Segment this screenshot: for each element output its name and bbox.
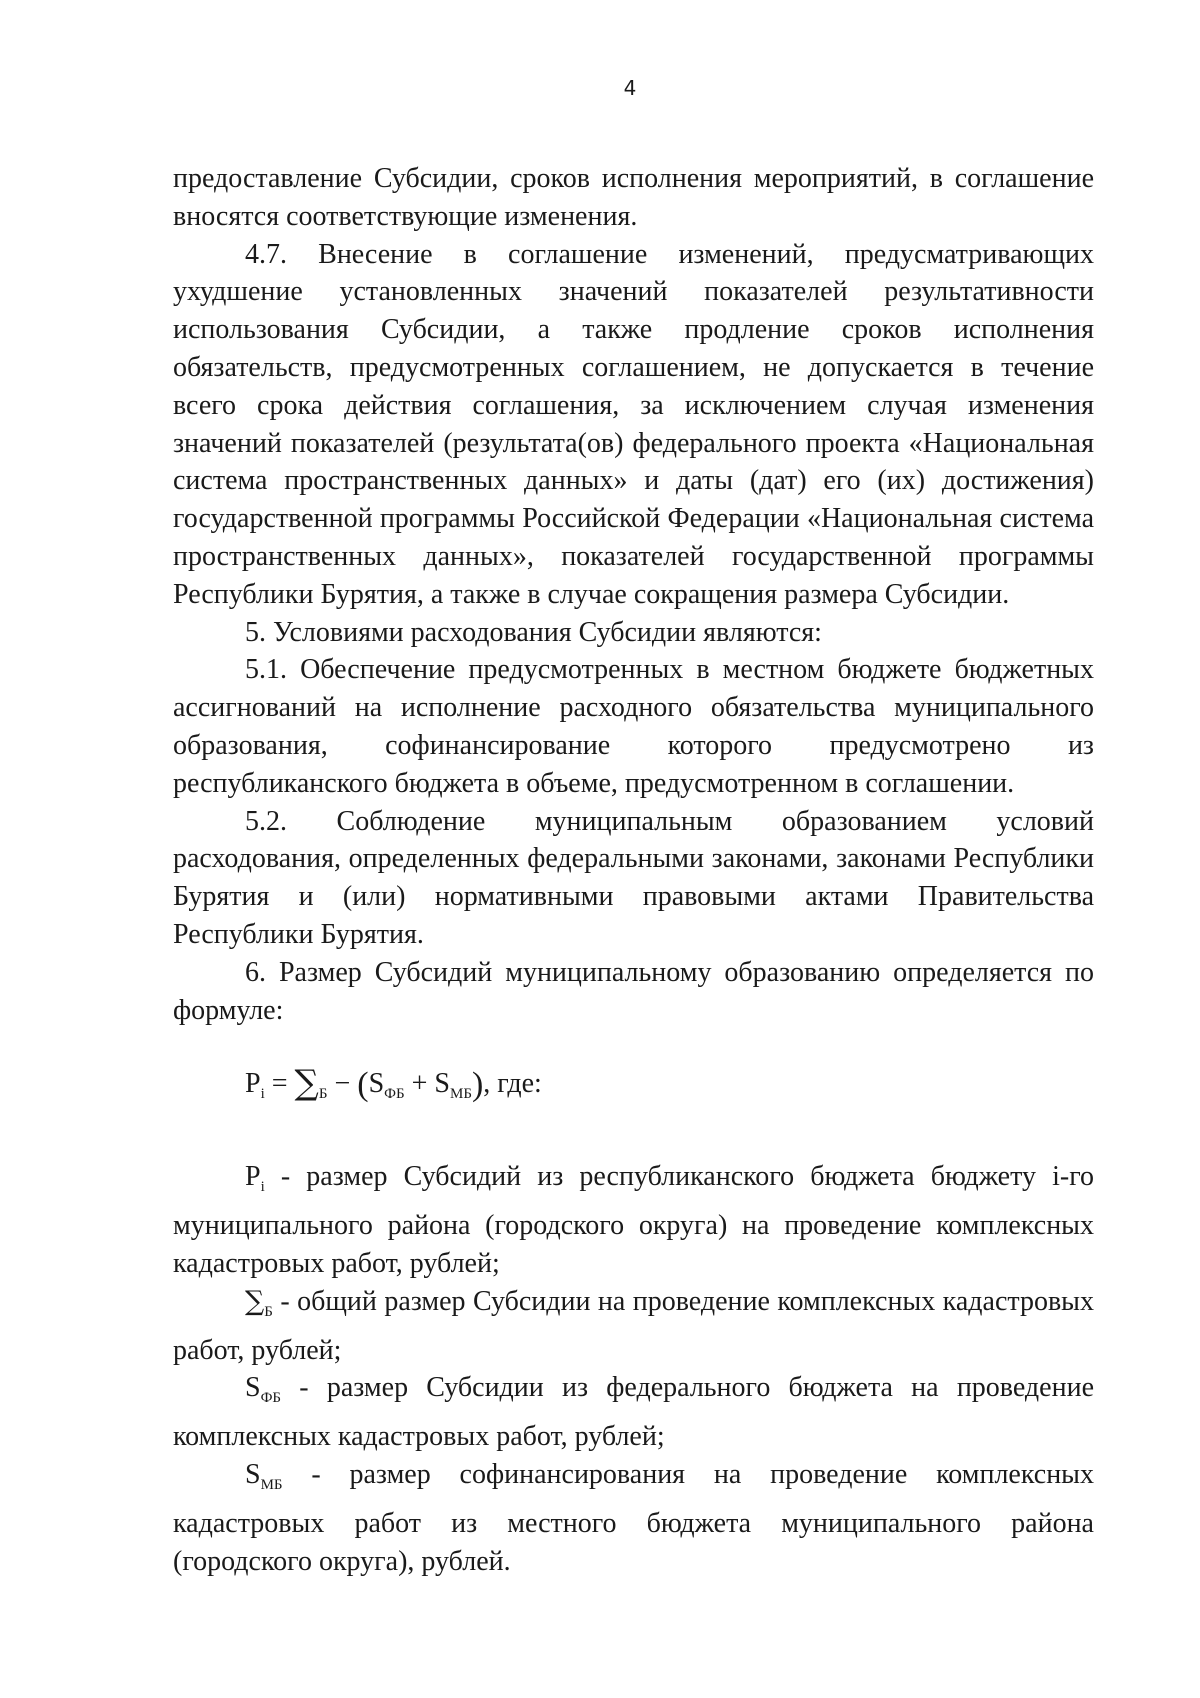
formula-sigma: ∑ xyxy=(294,1063,319,1104)
formula-open-paren: ( xyxy=(357,1066,369,1104)
definition-pi xyxy=(173,1158,1094,1282)
formula-minus: − xyxy=(327,1068,358,1100)
definition-sigma xyxy=(173,1283,1094,1370)
definition-text: - размер Субсидий из республиканского бюджета бюджету i-го муниципального района (городского округа) на проведение комплексных кадастровых работ, рублей; xyxy=(173,1161,1094,1279)
formula-sigma-sub: Б xyxy=(318,1086,328,1103)
definition-symbol: $S_{МБ}$ xyxy=(245,1458,283,1493)
definition-symbol: $S_{ФБ}$ xyxy=(245,1372,282,1407)
formula-lhs: P xyxy=(245,1068,261,1100)
formula-plus: + xyxy=(404,1068,435,1100)
paragraph-5-2: 5.2. Соблюдение муниципальным образованием условий расходования, определенных федеральными законами, законами Республики Бурятия и (или) нормативными правовыми актами Правительства Республики Бурятия. xyxy=(173,805,1094,950)
formula-tail: , где: xyxy=(483,1068,542,1100)
definition-symbol: $P_i$ xyxy=(245,1161,265,1196)
definition-text: - размер софинансирования на проведение комплексных кадастровых работ из местного бюджета муниципального района (городского округа), рублей. xyxy=(173,1458,1094,1577)
paragraph-5: 5. Условиями расходования Субсидии являются: xyxy=(245,616,822,648)
formula-lhs-sub: i xyxy=(260,1086,265,1103)
formula-s2: S xyxy=(434,1068,450,1100)
paragraph-continuation: предоставление Субсидии, сроков исполнения мероприятий, в соглашение вносятся соответствующие изменения. xyxy=(173,163,1094,232)
paragraph-6: 6. Размер Субсидий муниципальному образованию определяется по формуле: xyxy=(173,956,1094,1026)
paragraph-5-1: 5.1. Обеспечение предусмотренных в местном бюджете бюджетных ассигнований на исполнение расходного обязательства муниципального образования, софинансирование которого предусмотрено из республиканского бюджета в объеме, предусмотренном в соглашении. xyxy=(173,654,1094,799)
document-body xyxy=(173,160,1094,1580)
formula-s2-sub: МБ xyxy=(450,1086,472,1103)
formula-close-paren: ) xyxy=(471,1066,484,1104)
formula-s1-sub: ФБ xyxy=(384,1086,405,1103)
definition-sfb xyxy=(173,1369,1094,1456)
definition-text: - размер Субсидии из федерального бюджета на проведение комплексных кадастровых работ, рублей; xyxy=(173,1372,1094,1453)
definition-smb xyxy=(173,1456,1094,1580)
definition-symbol: $\sum_Б$ xyxy=(245,1285,273,1320)
subsidy-formula xyxy=(245,1063,1094,1114)
formula-s1: S xyxy=(368,1068,385,1100)
formula-eq: = xyxy=(264,1068,295,1100)
page-number: 4 xyxy=(623,76,637,100)
definition-text: - общий размер Субсидии на проведение комплексных кадастровых работ, рублей; xyxy=(173,1285,1094,1366)
paragraph-4-7: 4.7. Внесение в соглашение изменений, предусматривающих ухудшение установленных значений показателей результативности использования Субсидии, а также продление сроков исполнения обязательств, предусмотренных соглашением, не допускается в течение всего срока действия соглашения, за исключением случая изменения значений показателей (результата(ов) федерального проекта «Национальная система пространственных данных» и даты (дат) его (их) достижения) государственной программы Российской Федерации «Национальная система пространственных данных», показателей государственной программы Республики Бурятия, а также в случае сокращения размера Субсидии. xyxy=(173,238,1094,610)
